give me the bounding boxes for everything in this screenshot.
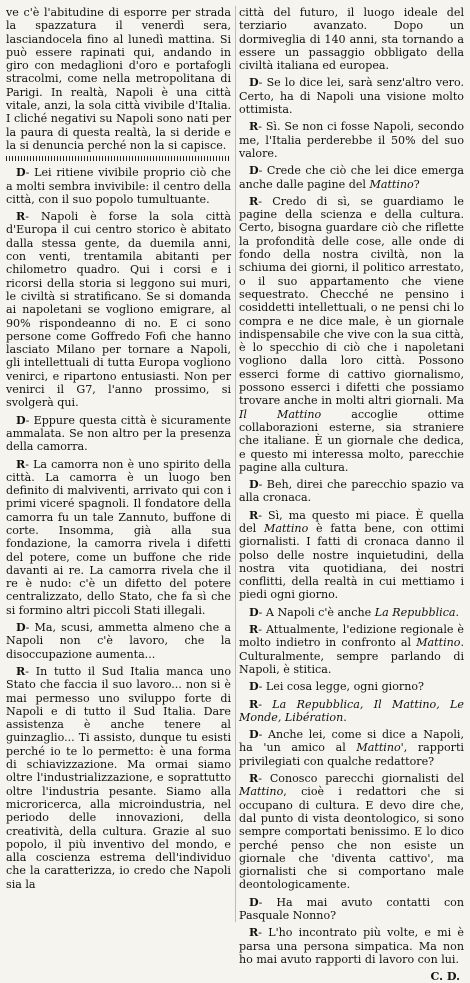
author-signature: C. D.: [430, 970, 460, 983]
speaker-label: R: [16, 210, 26, 224]
newspaper-title: Il Mattino: [239, 407, 322, 421]
answer-3: [239, 509, 464, 602]
newspaper-title: Mattino: [263, 521, 309, 535]
answer-text: - Napoli è forse la sola città d'Europa il cui centro storico è abitato dalla stessa gente, da duemila anni, con venti, trentamila abitanti per chilometro quadro. Qui i corsi e i ricorsi della storia si leggono sui muri, le civiltà si stratificano. Se si domanda ai napoletani se vogliono emigrare, al 90% rispondeanno di no. E ci sono persone come Goffredo Fofi che hanno lasciato Milano per tornare a Napoli, gli intellettuali di tutta Europa vogliono venirci, e ripartono entusiasti. Non per venirci il G7, l'anno prossimo, si svolgerà qui.: [6, 210, 231, 410]
answer-text: - Conosco parecchi giornalisti del: [258, 772, 464, 786]
question-text: ?: [413, 177, 420, 191]
question-1: [6, 166, 231, 206]
answer-4: [239, 623, 464, 676]
question-text: - Lei cosa legge, ogni giorno?: [258, 680, 424, 694]
speaker-label: D: [249, 478, 259, 492]
left-column: [6, 6, 231, 922]
question-text: - Crede che ciò che lei dice emerga anche dalle pagine del: [239, 164, 464, 191]
question-1: [239, 76, 464, 116]
speaker-label: R: [249, 926, 259, 940]
question-text: .: [455, 605, 460, 619]
speaker-label: D: [249, 680, 259, 694]
answer-6: [239, 772, 464, 892]
question-6: [239, 728, 464, 768]
answer-text: - Attualmente, l'edizione regionale è molto indietro in confronto al: [239, 623, 464, 650]
newspaper-title: Mattino: [356, 741, 401, 755]
question-text: ', rapporti privilegiati con qualche redattore?: [239, 741, 464, 768]
answer-text: .: [343, 710, 347, 724]
speaker-label: R: [249, 120, 259, 134]
answer-text: . Culturalmente, sempre parlando di Napoli, è stitica.: [239, 636, 464, 676]
question-3: [239, 478, 464, 505]
paragraph-intro: ve c'è l'abitudine di esporre per strada la spazzatura il venerdì sera, lasciandocela fino al lunedì mattina. Si può essere rapinati qui, andando in giro con medaglioni d'oro e portafogli stracolmi, come nella metropolitana di Parigi. In realtà, Napoli è una città vitale, anzi, la sola città vivibile d'Italia. I cliché negativi su Napoli sono nati per la paura di questa realtà, la si deride e la si denuncia perché non la si capisce.: [6, 6, 231, 152]
answer-text: , cioè i redattori che si occupano di cultura. E devo dire che, dal punto di vista deontologico, si sono sempre comportati benissimo. E lo dico perché penso che non esiste un giornale che 'diventa cattivo', ma giornalisti che si comportano male deontologicamente.: [239, 785, 464, 892]
speaker-label: D: [249, 728, 259, 742]
answer-2: [239, 195, 464, 474]
speaker-label: R: [249, 194, 259, 208]
speaker-label: D: [249, 895, 259, 909]
divider-rule: [6, 156, 231, 161]
newspaper-title: Mattino: [369, 177, 414, 191]
question-2: [6, 414, 231, 454]
speaker-label: R: [249, 508, 259, 522]
question-text: - A Napoli c'è anche: [258, 605, 375, 619]
newspaper-title: La Repubblica: [374, 605, 456, 619]
question-2: [239, 164, 464, 191]
answer-text: - Credo di sì, se guardiamo le pagine della scienza e della cultura. Certo, bisogna guardare ciò che riflette la profondità delle cose, alle onde di fondo della nostra civiltà, non la schiuma dei giorni, il politico arrestato, o il suo appartamento che viene sequestrato. Checché ne pensino i cosiddetti intellettuali, o ne pensi chi lo compra e ne dice male, è un giornale indispensabile che vive con la sua città, è lo specchio di ciò che i napoletani vogliono dalla loro città. Possono esserci forme di cattivo giornalismo, possono esserci i difetti che possiamo trovare anche in molti altri giornali. Ma: [239, 194, 464, 408]
answer-text: - La camorra non è uno spirito della città. La camorra è un luogo ben definito di malviventi, arrivato qui con i primi viceré spagnoli. Il fondatore della camorra fu un tale Zannuto, buffone di corte. Insomma, già alla sua fondazione, la camorra rivela i difetti del potere, come un buffone che ride davanti ai re. La camorra rivela che il re è nudo: c'è un difetto del potere centralizzato, dello Stato, che fa sì che si formino altri piccoli Stati illegali.: [6, 457, 231, 617]
answer-1: [239, 120, 464, 160]
speaker-label: D: [16, 413, 26, 427]
newspaper-titles: La Repubblica, Il Mattino, Le Monde, Libération: [239, 697, 464, 724]
paragraph-continued: città del futuro, il luogo ideale del terziario avanzato. Dopo un dormiveglia di 140 anni, sta tornando a essere un passaggio obbligato della civiltà italiana ed europea.: [239, 6, 464, 73]
question-text: - Lei ritiene vivibile proprio ciò che a molti sembra invivibile: il centro della città, con il suo popolo tumultuante.: [6, 166, 231, 206]
speaker-label: D: [249, 605, 259, 619]
right-column: [239, 6, 465, 983]
answer-text: -: [258, 697, 273, 711]
speaker-label: R: [249, 772, 259, 786]
answer-text: - Sì. Se non ci fosse Napoli, secondo me, l'Italia perderebbe il 50% del suo valore.: [239, 120, 464, 160]
speaker-label: D: [249, 164, 259, 178]
question-4: [239, 606, 464, 619]
speaker-label: D: [249, 76, 259, 90]
answer-text: è fatta bene, con ottimi giornalisti. I fatti di cronaca danno il polso delle nostre inquietudini, della nostra vita quotidiana, dei nostri conflitti, della realtà in cui mettiamo i piedi ogni giorno.: [239, 521, 464, 602]
newspaper-title: Mattino: [416, 636, 461, 650]
answer-1: [6, 210, 231, 409]
answer-text: - L'ho incontrato più volte, e mi è parsa una persona simpatica. Ma non ho mai avuto rapporti di lavoro con lui.: [239, 926, 464, 966]
question-7: [239, 896, 464, 923]
question-text: - Se lo dice lei, sarà senz'altro vero. Certo, ha di Napoli una visione molto ottimista.: [239, 76, 464, 117]
question-text: - Eppure questa città è sicuramente ammalata. Se non altro per la presenza della camorra.: [6, 413, 231, 454]
speaker-label: R: [16, 457, 26, 471]
question-5: [239, 680, 464, 693]
newspaper-title: Mattino: [239, 785, 284, 799]
answer-7: [239, 926, 464, 966]
answer-5: [239, 698, 464, 725]
answer-text: - In tutto il Sud Italia manca uno Stato che faccia il suo lavoro... non si è mai permesso uno sviluppo forte di Napoli e di tutto il Sud Italia. Dare assistenza è anche tenere al guinzaglio... Ti assisto, dunque tu esisti perché io te lo permetto: è una forma di schiavizzazione. Ma ormai siamo oltre l'industrializzazione, e soprattutto oltre l'industria pesante. Siamo alla microricerca, alla microindustria, nel periodo delle innovazioni, della creatività, della cultura. Grazie al suo popolo, il più inventivo del mondo, e alla coscienza estrema dell'individuo che la caratterizza, io credo che Napoli sia la: [6, 664, 231, 891]
speaker-label: R: [16, 664, 26, 678]
answer-3: [6, 665, 231, 891]
speaker-label: D: [16, 621, 26, 635]
speaker-label: R: [249, 697, 259, 711]
answer-text: - Sì, ma questo mi piace. È quella del: [239, 508, 464, 535]
answer-text: accoglie ottime collaborazioni esterne, sia straniere che italiane. È un giornale che dedica, e questo mi interessa molto, parecchie pagine alla cultura.: [239, 407, 465, 474]
question-text: - Beh, direi che parecchio spazio va alla cronaca.: [239, 478, 464, 505]
answer-2: [6, 458, 231, 618]
question-text: - Ha mai avuto contatti con Pasquale Nonno?: [239, 895, 464, 922]
speaker-label: R: [249, 623, 259, 637]
question-text: - Ma, scusi, ammetta almeno che a Napoli non c'è lavoro, che la disoccupazione aumenta...: [6, 621, 231, 661]
question-text: - Anche lei, come si dice a Napoli, ha 'un amico al: [239, 728, 464, 755]
column-gutter: [235, 6, 236, 922]
speaker-label: D: [16, 166, 26, 180]
question-3: [6, 621, 231, 661]
